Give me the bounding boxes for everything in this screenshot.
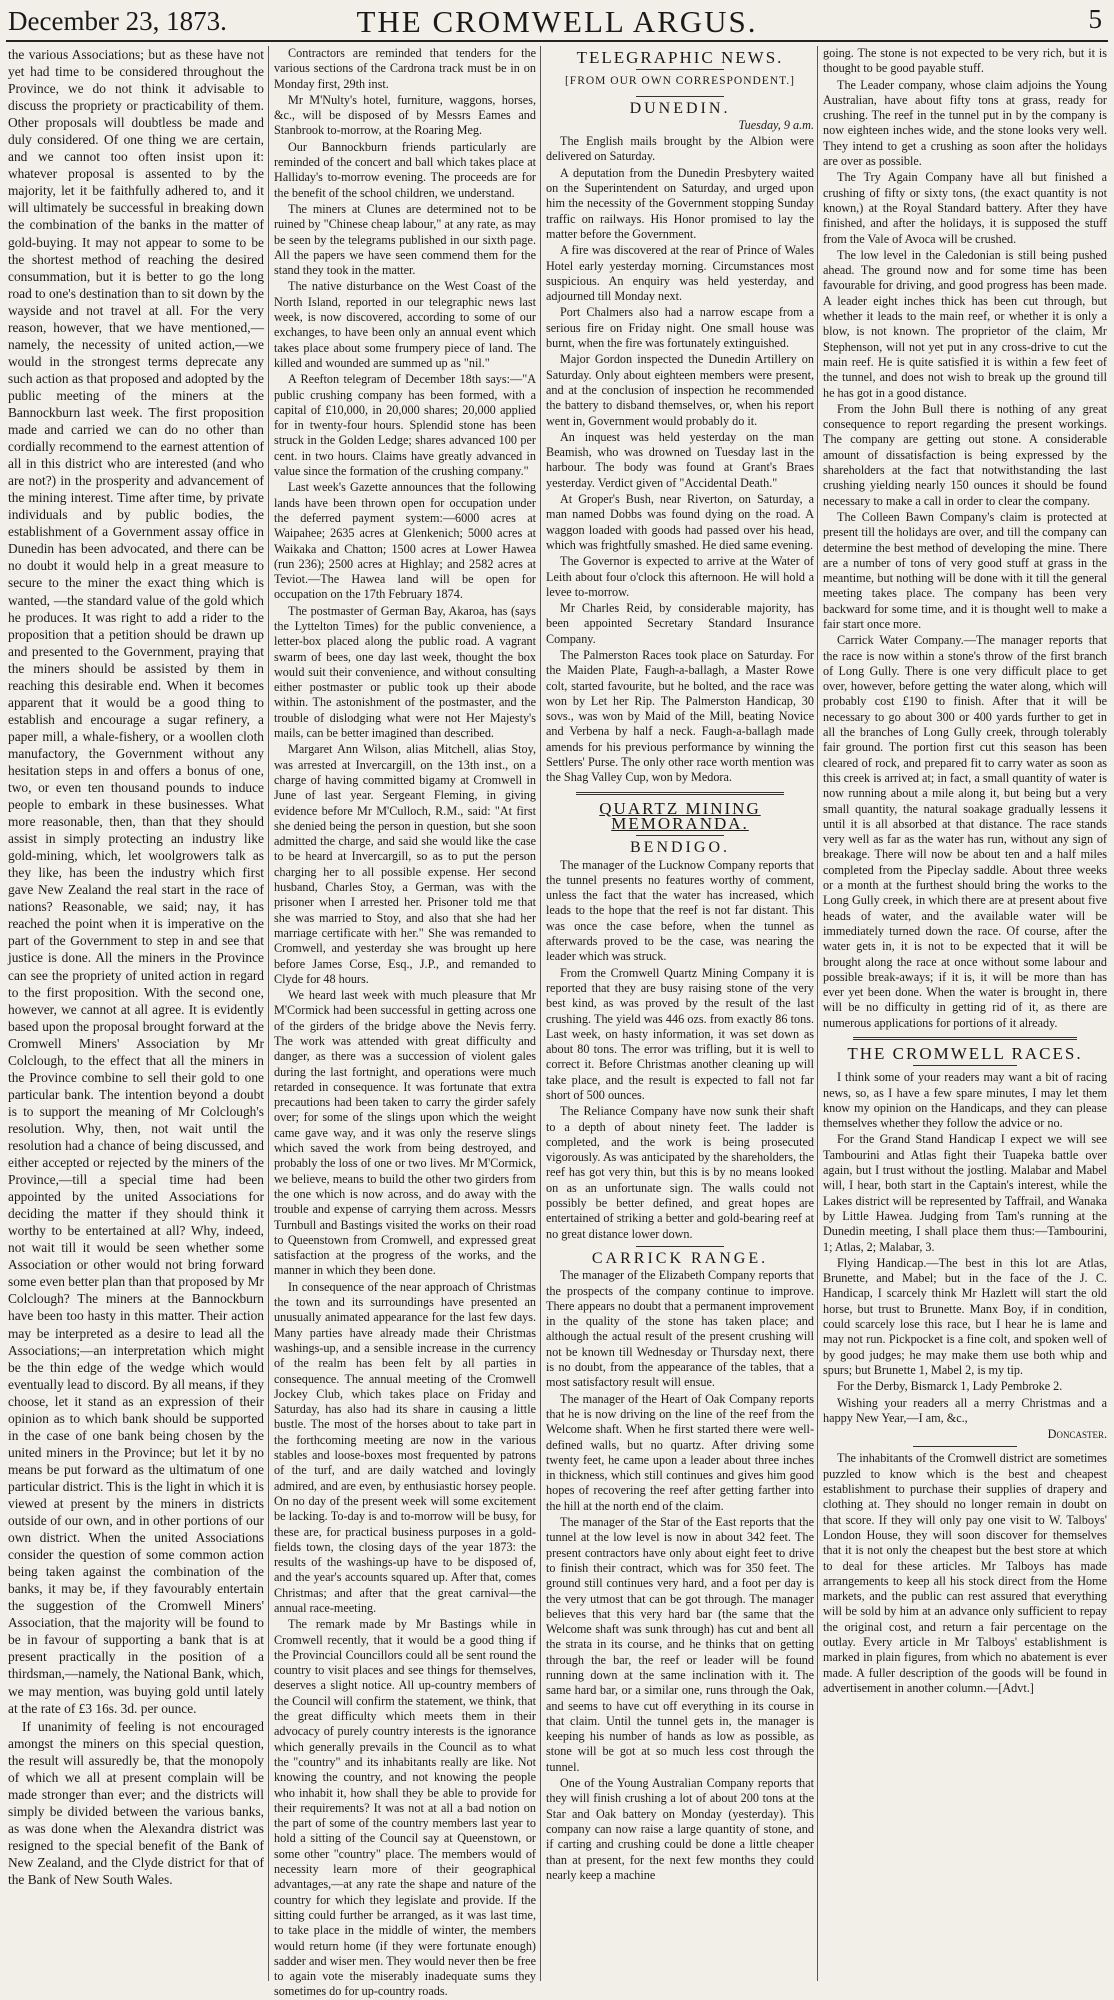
section-title-races: THE CROMWELL RACES. bbox=[847, 1044, 1083, 1063]
local-news-paragraph: We heard last week with much pleasure that Mr M'Cormick had been successful in getting across one of the girders of the bridge above the Nevis ferry. The work was attended with great difficulty and danger, as there was a succession of violent gales during the last fortnight, and operations were much retarded in consequence. It was fortunate that extra precautions had been taken to carry the girder safely over; for some of the slings upon which the weight came gave way, and it was only the reserve slings which saved the work from being destroyed, and probably the loss of one or two lives. Mr M'Cormick, we believe, means to build the other two girders from the one which is now across, and do away with the trouble and expense of carrying them across. Messrs Turnbull and Bastings visited the works on their road to Queenstown from Cromwell, and expressed great satisfaction at the progress of the works, and the manner in which they been done. bbox=[274, 988, 536, 1278]
mining-paragraph: The manager of the Lucknow Company reports that the tunnel presents no features worthy of comment, unless the fact that the water has increased, which leads to the hope that the reef is not far distant. This was once the case before, when the tunnel as afterwards proved to be the case, was nearing the leader which was struck. bbox=[546, 857, 814, 964]
telegram-paragraph: The English mails brought by the Albion were delivered on Saturday. bbox=[546, 134, 814, 164]
telegram-paragraph: At Groper's Bush, near Riverton, on Saturday, a man named Dobbs was found dying on the road. A waggon loaded with goods had passed over his head, which was frightfully smashed. He died same evening. bbox=[546, 492, 814, 552]
mining-paragraph: The Try Again Company have all but finished a crushing of fifty or sixty tons, (the exact quantity is not known,) at the Royal Standard battery. After they have finished, and after the holidays, it is supposed the stuff from the Vale of Avoca will be crushed. bbox=[823, 170, 1107, 246]
local-news-paragraph: The postmaster of German Bay, Akaroa, has (says the Lyttelton Times) for the public convenience, a letter-box placed along the public road. A vagrant swarm of bees, one day last week, thought the box would suit their convenience, and without consulting either postmaster or public took up their abode within. The astonishment of the postmaster, and the trouble of dislodging what were not Her Majesty's mails, can be better imagined than described. bbox=[274, 603, 536, 741]
telegram-paragraph: Mr Charles Reid, by considerable majority, has been appointed Secretary Standard Insurance Company. bbox=[546, 601, 814, 646]
telegram-paragraph: Major Gordon inspected the Dunedin Artillery on Saturday. Only about eighteen members were present, and at the conclusion of inspection he recommended the battery to disband themselves, or, when his report went in, Government would probably do it. bbox=[546, 352, 814, 428]
local-news-paragraph: The miners at Clunes are determined not to be ruined by "Chinese cheap labour," at any rate, as may be seen by the telegrams published in our sixth page. All the papers we have seen commend them for the stand they took in the matter. bbox=[274, 201, 536, 278]
mining-paragraph: Carrick Water Company.—The manager reports that the race is now within a stone's throw of the first branch of Long Gully. There is one very difficult place to get over, however, before getting the water along, which will probably cost £190 to finish. After that it will be necessary to go about 300 or 400 yards further to get in all the branches of Long Gully creek, through tolerably fair ground. The portion first cut this season has been cleared of rock, and prepared fit to carry water as soon as this creek is arrived at; in fact, a small quantity of water is now running about a mile along it, but being but a very small quantity, the natural soakage gradually lessens it until it is all absorbed at that distance. The race stands very well as far as the water has run, without any sign of breakage. There will now be about ten and a half miles completed from the Pipeclay saddle. About three weeks or a month at the furthest should bring the works to the Long Gully creek, in which there are at present about five heads of water, and the available water will be immediately turned down the race. Of course, after the water gets in, it is not to be expected that it will be brought along the race at once without some labour and possible break-aways; if it is, it will be more than has ever yet been done. When the water is brought in, there will be no difficulty in getting rid of it, as there are numerous applications for portions of it already. bbox=[823, 633, 1107, 1030]
mining-paragraph: The Leader company, whose claim adjoins the Young Australian, have about fifty tons at grass, ready for crushing. The reef in the tunnel put in by the company is now eighteen inches wide, and the stone looks very well. They intend to get a crushing as soon after the holidays are over as possible. bbox=[823, 77, 1107, 169]
editorial-paragraph: the various Associations; but as these have not yet had time to be considered throughout the Province, we do not think it advisable to discuss the propriety or practicability of them. Other proposals will doubtless be made and duly considered. Of one thing we are certain, and we cannot too often insist upon it: whatever proposal is assented to by the majority, let it be faithfully adhered to, and it will ultimately be successful in breaking down the combination of the banks in the matter of gold-buying. It may not appear to some to be the shortest method of reaching the desired consummation, but it is better to go the long road to one's destination than to sit down by the wayside and not travel at all. For the very reason, however, that we have mentioned,—namely, the necessity of united action,—we would in the strongest terms deprecate any such action as that proposed and adopted by the public meeting of the miners at the Bannockburn last week. The first proposition made and carried we can do no other than cordially recommend to the earnest attention of all in this district who are interested (and who are not?) in the prosperity and advancement of the mining interest. Time after time, by private individuals and by public bodies, the establishment of a Government assay office in Dunedin has been advocated, and there can be no doubt it would help in a great measure to secure to the miner the exact thing which is wanted, —the standard value of the gold which he produces. It was right to add a rider to the proposition that a petition should be drawn up and presented to the Government, praying that the miners should be assisted by them in reaching this desirable end. When it becomes apparent that it would be a good thing to establish and encourage a sugar refinery, a paper mill, a whale-fishery, or a woollen cloth manufactory, the Government without any hesitation steps in and offers a bonus of one, two, or even ten thousand pounds to induce people to embark in these businesses. What more reasonable, then, than that they should assist in simply protecting an industry like gold-mining, which, let woolgrowers talk as they like, has been the industry which first gave New Zealand the real start in the race of nations? Reasonable, we said; nay, it has reached the point when it is imperative on the part of the Government to step in and see that justice is done. All the miners in the Province can see the propriety of united action in regard to the first proposition. With the second one, however, we cannot at all agree. It is evidently based upon the proposal brought forward at the Cromwell Miners' Association by Mr Colclough, to the effect that all the miners in the Province combine to sell their gold to one particular bank. The intention beyond a doubt is to support the meaning of Mr Colclough's resolution. Why, then, not wait until the resolution had a chance of being discussed, and either accepted or rejected by the miners of the Province,—till a special time had been appointed by the united Associations for deciding the matter if they should think it worthy to be entertained at all? Why, indeed, not wait till it would be seen whether some Association or other would not bring forward some even better plan than that proposed by Mr Colclough? The miners at the Bannockburn have been too hasty in this matter. Their action may be interpreted as a desire to lead all the Associations;—an interpretation which might be the thin edge of the wedge which would eventually lead to discord. By all means, if they choose, let it stand as an expression of their opinion as to which bank should be supported in the case of one bank being chosen by the united miners in the Province; but let it by no means be put forward as the ultimatum of one particular district. This is the light in which it is viewed at present by the miners in districts outside of our own, and in other portions of our own district. When the united Associations consider the question of some common action being taken against the combination of the banks, it may be, if they favourably entertain the suggestion of the Cromwell Miners' Association, that the majority will be found to be in favour of supporting a bank that is at present practically in the position of a thirdsman,—namely, the National Bank, which, we may mention, was buying gold until lately at the rate of £3 16s. 3d. per ounce. bbox=[8, 47, 264, 1716]
mining-paragraph: From the John Bull there is nothing of any great consequence to report regarding the present workings. The company are getting out stone. A considerable amount of dissatisfaction is being expressed by the shareholders at the fact that notwithstanding the last crushing yielding nearly 150 ounces it should be found necessary to make a call in order to clear the company. bbox=[823, 401, 1107, 508]
mining-paragraph: The Reliance Company have now sunk their shaft to a depth of about ninety feet. The ladder is completed, and the work is being prosecuted vigorously. As was anticipated by the shareholders, the reef has got very thin, but this is by no means looked on as an unfortunate sign. The walls could not possibly be better defined, and great hopes are entertained of striking a better and gold-bearing reef at no great distance lower down. bbox=[546, 1104, 814, 1241]
mining-paragraph: The manager of the Heart of Oak Company reports that he is now driving on the line of the reef from the Welcome shaft. When he first started there were well-defined walls, but no quartz. After driving some twenty feet, he came upon a leader about three inches in thickness, which still continues and gives him good hopes of recovering the reef after getting farther into the hill at the north end of the claim. bbox=[546, 1391, 814, 1513]
telegram-paragraph: The Palmerston Races took place on Saturday. For the Maiden Plate, Faugh-a-ballagh, a Master Rowe colt, started favourite, but he bolted, and the race was won by Let her Rip. The Palmerston Handicap, 30 sovs., was won by Maid of the Mill, beating Novice and Verbena by half a neck. Faugh-a-ballagh made amends for his previous performance by winning the Settlers' Purse. The only other race worth mention was the Shag Valley Cup, won by Medora. bbox=[546, 647, 814, 785]
telegram-paragraph: Port Chalmers also had a narrow escape from a serious fire on Friday night. One small house was burnt, when the fire was fortunately extinguished. bbox=[546, 305, 814, 351]
column-divider bbox=[540, 46, 541, 1981]
section-source: [FROM OUR OWN CORRESPONDENT.] bbox=[564, 75, 796, 88]
editorial-paragraph: If unanimity of feeling is not encouraged amongst the miners on this special question, the result will assuredly be, that the monopoly of which we all at present complain will be made stronger than ever; and the districts will simply be divided between the various banks, as was done when the Alexandra district was resigned to the special benefit of the Bank of New Zealand, and the Clyde district for that of the Bank of New South Wales. bbox=[8, 1718, 264, 1888]
section-title-quartz: QUARTZ MINING MEMORANDA. bbox=[599, 798, 761, 833]
section-title-telegraphic: TELEGRAPHIC NEWS. bbox=[576, 48, 784, 67]
bendigo-heading: BENDIGO. bbox=[630, 839, 730, 857]
newspaper-title: THE CROMWELL ARGUS. bbox=[356, 4, 758, 39]
column-divider bbox=[268, 46, 269, 1981]
mining-paragraph: The manager of the Elizabeth Company reports that the prospects of the company continue to improve. There appears no doubt that a permanent improvement in the quality of the stone has taken place; and although the actual result of the present crushing will not be known till Wednesday or Thursday next, there is no doubt, from the appearance of the tables, that a most satisfactory result will ensue. bbox=[546, 1268, 814, 1390]
local-news-paragraph: Mr M'Nulty's hotel, furniture, waggons, horses, &c., will be disposed of by Messrs Eames and Stanbrook to-morrow, at the Roaring Meg. bbox=[274, 92, 536, 138]
local-news-paragraph: The native disturbance on the West Coast of the North Island, reported in our telegraphic news last week, is now discovered, according to some of our exchanges, to have been only an annual event which takes place about some frumpery piece of land. The killed and wounded are summed up as "nil." bbox=[274, 279, 536, 370]
column-divider bbox=[817, 46, 818, 1981]
races-paragraph: For the Derby, Bismarck 1, Lady Pembroke 2. bbox=[837, 1379, 1063, 1394]
advertisement-paragraph: The inhabitants of the Cromwell district are sometimes puzzled to know which is the best and cheapest establishment to purchase their supplies of drapery and clothing at. They should no longer remain in doubt on that score. If they will only pay one visit to W. Talboys' London House, they will soon discover for themselves that it is not only the cheapest but the best store at which to deal for these articles. Mr Talboys has made arrangements to keep all his stock direct from the Home markets, and the public can rest assured that everything will be sold by him at an advance only sufficient to repay the original cost, and return a fair percentage on the outlay. Every article in Mr Talboys' establishment is marked in plain figures, from which no abatement is ever made. A fuller description of the goods will be found in advertisement in another column.—[Advt.] bbox=[823, 1451, 1107, 1695]
column-2 bbox=[274, 46, 536, 1999]
local-news-paragraph: In consequence of the near approach of Christmas the town and its surroundings have presented an unusually animated appearance for the last few days. Many parties have already made their Christmas washings-up, and a sensible increase in the currency of the realm has been felt by all parties in consequence. The annual meeting of the Cromwell Jockey Club, which takes place on Friday and Saturday, has also had its share in causing a little bustle. The most of the horses about to take part in the forthcoming meeting are now in the various stables and loose-boxes most frequented by patrons of the turf, and are daily watched and lovingly admired, and are even, by enthusiastic horsey people. On no day of the present week will some excitement be lacking. To-day is and to-morrow will be busy, for these are, for practical business purposes in a gold-fields town, the closing days of the year 1873: the results of the washings-up have to be disposed of, and the year's accounts squared up. After that, comes Christmas; and after that the great carnival—the annual race-meeting. bbox=[274, 1279, 536, 1615]
dunedin-heading: DUNEDIN. bbox=[629, 99, 731, 117]
mining-paragraph: One of the Young Australian Company reports that they will finish crushing a lot of about 200 tons at the Star and Oak battery on Monday (yesterday). This company can now raise a large quantity of stone, and if carting and crushing could be done a little cheaper than at present, for the next few months they could nearly keep a machine bbox=[546, 1776, 814, 1882]
mining-paragraph: The Colleen Bawn Company's claim is protected at present till the holidays are over, and till the company can determine the best method of developing the mine. There are a number of tons of very good stuff at grass in the meantime, but nothing will be done with it till the general meeting takes place. The company has been very backward for some time, and it is thought well to make a fair start once more. bbox=[823, 509, 1107, 631]
local-news-paragraph: Our Bannockburn friends particularly are reminded of the concert and ball which takes place at Halliday's to-morrow evening. The proceeds are for the benefit of the school children, we understand. bbox=[274, 139, 536, 200]
local-news-paragraph: Last week's Gazette announces that the following lands have been thrown open for occupation under the deferred payment system:—6000 acres at Waipahee; 2635 acres at Glenkenich; 5000 acres at Waikaka and Chatton; 1500 acres at Lower Hawea (run 236); 2500 acres at Highlay; and 2582 acres at Teviot.—The Hawea land will be open for occupation on the 17th February 1874. bbox=[274, 480, 536, 602]
column-4 bbox=[823, 46, 1107, 1983]
column-1 bbox=[8, 46, 264, 1983]
divider bbox=[576, 792, 784, 795]
races-paragraph: For the Grand Stand Handicap I expect we will see Tambourini and Atlas fight their Tuapeka battle over again, but I trust without the jostling. Malabar and Mabel will, I hear, both start in the Captain's interest, while the Lakes district will be represented by Taffrail, and Wanaka by Little Hawea. Judging from Tam's running at the Dunedin meeting, I shall place them thus:—Tambourini, 1; Atlas, 2; Malabar, 3. bbox=[823, 1132, 1107, 1254]
local-news-paragraph: Contractors are reminded that tenders for the various sections of the Cardrona track must be in on Monday first, 29th inst. bbox=[274, 46, 536, 91]
races-paragraph: Flying Handicap.—The best in this lot are Atlas, Brunette, and Mabel; but in the face of the J. C. Handicap, I scarcely think Mr Hazlett will start the old horse, but trust to Brunette. Manx Boy, if in condition, could scarcely lose this race, but I hear he is lame and may not run. Pickpocket is a fine colt, and spoken well of by good judges; he may make them use both whip and spurs; but Brunette 1, Mabel 2, is my tip. bbox=[823, 1255, 1107, 1377]
page-number: 5 bbox=[1088, 4, 1102, 34]
mining-paragraph: The manager of the Star of the East reports that the tunnel at the low level is now in about 342 feet. The present contractors have only about eight feet to drive to finish their contract, which was for 350 feet. The ground still continues very hard, and a foot per day is the very utmost that can be got through. The manager believes that this very hard bar (the same that the Welcome shaft was sunk through) has cut and bent all the strata in its course, and he thinks that on getting through the bar, the reef or leader will be found running down at the same inclination with it. The same hard bar, or a similar one, runs through the Oak, and seems to have cut off everything in its course in that claim. Until the tunnel gets in, the manager is keeping his number of hands as low as possible, as stone will be got at so much less cost through the tunnel. bbox=[546, 1515, 814, 1774]
carrick-heading: CARRICK RANGE. bbox=[591, 1249, 769, 1267]
telegram-paragraph: A deputation from the Dunedin Presbytery waited on the Superintendent on Saturday, and urged upon him the necessity of the Government stopping Sunday traffic on railways. His Honor promised to lay the matter before the Government. bbox=[546, 165, 814, 241]
masthead-rule bbox=[6, 40, 1108, 42]
local-news-paragraph: The remark made by Mr Bastings while in Cromwell recently, that it would be a good thing if the Provincial Councillors could all be sent round the country to visit places and see things for themselves, deserves a slight notice. All up-country members of the Council will confirm the statement, we think, that the great difficulty which meets them in their advocacy of purely country interests is the ignorance which generally prevails in the Council as to what the "country" and its inhabitants really are like. Not knowing the country, and not knowing the people who inhabit it, how shall they be able to provide for their requirements? It was not at all a bad notion on the part of some of the country members last year to hold a sitting of the Council say at Queenstown, or some other "country" place. The members would of necessity learn more of their geographical advantages,—at any rate the shape and nature of the country for which they legislate and provide. If the sitting could further be arranged, as it was last time, to take place in the middle of winter, the members would return home (if they were fortunate enough) sadder and wiser men. They would never then be free to again vote the miserably inadequate sums they sometimes do for up-country roads. bbox=[274, 1617, 536, 1999]
divider bbox=[636, 1246, 724, 1247]
column-3 bbox=[546, 46, 814, 1983]
telegram-paragraph: A fire was discovered at the rear of Prince of Wales Hotel early yesterday morning. Circumstances most suspicious. An enquiry was held yesterday, and adjourned till Monday next. bbox=[546, 243, 814, 304]
mining-paragraph: The low level in the Caledonian is still being pushed ahead. The ground now and for some time has been favourable for driving, and good progress has been made. A leader eight inches thick has been cut through, but whether it leads to the main reef, or whether it is only a blow, is not known. The proprietor of the claim, Mr Stephenson, will not yet put in any cross-drive to cut the main reef. He is quite satisfied it is within a few feet of the tunnel, and does not wish to break up the ground till he has got in a good distance. bbox=[823, 247, 1107, 400]
dunedin-dateline: Tuesday, 9 a.m. bbox=[738, 117, 814, 132]
races-paragraph: I think some of your readers may want a bit of racing news, so, as I have a few spare minutes, I may let them know my opinion on the Handicaps, and they can please themselves whether they follow the advice or no. bbox=[823, 1070, 1107, 1131]
masthead bbox=[0, 0, 1114, 42]
races-paragraph: Wishing your readers all a merry Christmas and a happy New Year,—I am, &c., bbox=[823, 1395, 1107, 1425]
issue-date: December 23, 1873. bbox=[8, 6, 227, 36]
telegram-paragraph: An inquest was held yesterday on the man Beamish, who was drowned on Tuesday last in the harbour. The body was found at Grant's Braes yesterday. Verdict given of "Accidental Death." bbox=[546, 429, 814, 490]
divider bbox=[636, 69, 724, 70]
races-signature: Doncaster. bbox=[1047, 1427, 1107, 1442]
divider bbox=[913, 1446, 1017, 1447]
divider bbox=[636, 96, 724, 97]
mining-paragraph: From the Cromwell Quartz Mining Company it is reported that they are busy raising stone of the very best kind, as was proved by the result of the last crushing. The yield was 446 ozs. from exactly 86 tons. Last week, on hasty information, it was set down as about 80 tons. The error was trifling, but it is well to correct it. Before Christmas another cleaning up will take place, and the result is expected to fall not far short of 500 ounces. bbox=[546, 965, 814, 1102]
local-news-paragraph: A Reefton telegram of December 18th says:—"A public crushing company has been formed, with a capital of £10,000, in 20,000 shares; 20,000 applied for in twenty-four hours. Splendid stone has been struck in the Golden Ledge; shares advanced 100 per cent. in two hours. Claims have greatly advanced in value since the formation of the crushing company." bbox=[274, 372, 536, 479]
divider bbox=[913, 1065, 1017, 1066]
telegram-paragraph: The Governor is expected to arrive at the Water of Leith about four o'clock this afternoon. He will hold a levee to-morrow. bbox=[546, 554, 814, 599]
mining-paragraph: going. The stone is not expected to be very rich, but it is thought to be good payable stuff. bbox=[823, 46, 1107, 76]
divider bbox=[853, 1037, 1077, 1040]
divider bbox=[636, 835, 724, 836]
local-news-paragraph: Margaret Ann Wilson, alias Mitchell, alias Stoy, was arrested at Invercargill, on the 13th inst., on a charge of having committed bigamy at Cromwell in June of last year. Sergeant Fleming, in giving evidence before Mr M'Culloch, R.M., said: "At first she denied being the person in question, but she soon admitted the charge, and said she would like the case to be heard at Invercargill, so as to put the person charging her to all possible expense. Her second husband, Charles Stoy, a German, was with the prisoner when I arrested her. Prisoner told me that she was married to Stoy, and also that she had her marriage certificate with her." She was remanded to Cromwell, and yesterday she was brought up here before James Corse, Esq., J.P., and remanded to Clyde for 48 hours. bbox=[274, 742, 536, 986]
